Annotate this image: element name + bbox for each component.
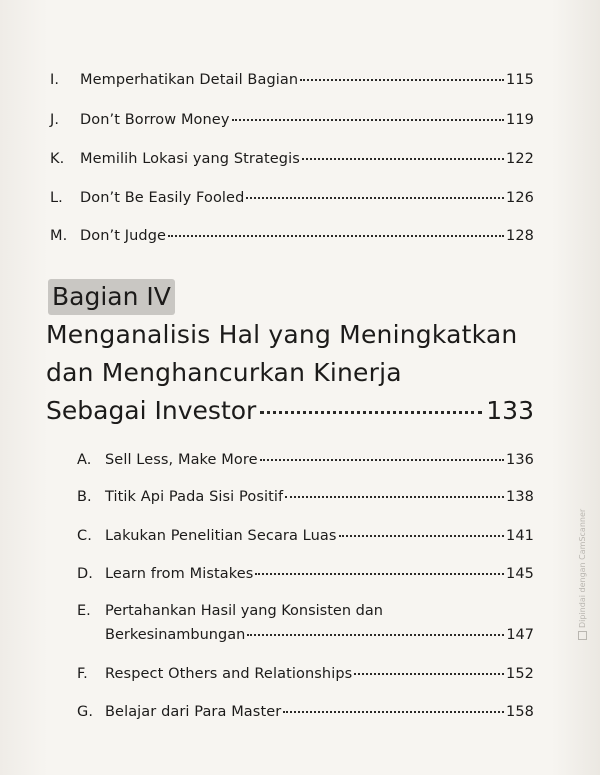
leader-dots (260, 411, 482, 414)
toc-entry-d (77, 566, 534, 582)
section-heading-line-2: dan Menghancurkan Kinerja (46, 358, 402, 387)
entry-letter: K. (50, 151, 65, 167)
entry-line-1 (77, 603, 534, 619)
entry-page: 138 (506, 489, 534, 505)
toc-entry-j (50, 112, 534, 128)
entry-letter: B. (77, 489, 92, 505)
entry-letter: J. (50, 112, 60, 128)
leader-dots (168, 235, 504, 237)
scanner-logo-icon (578, 631, 587, 640)
toc-entry-b (77, 489, 534, 505)
entry-title: Titik Api Pada Sisi Positif (105, 489, 284, 505)
entry-letter: L. (50, 190, 63, 206)
entry-title: Don’t Be Easily Fooled (80, 190, 245, 206)
leader-dots (255, 573, 504, 575)
leader-dots (302, 158, 504, 160)
leader-dots (247, 634, 504, 636)
toc-entry-k (50, 151, 534, 167)
entry-page: 128 (506, 228, 534, 244)
entry-title: Learn from Mistakes (105, 566, 254, 582)
section-label: Bagian IV (48, 279, 175, 315)
toc-entry-c (77, 528, 534, 544)
leader-dots (285, 496, 504, 498)
leader-dots (260, 459, 504, 461)
entry-page: 122 (506, 151, 534, 167)
entry-title: Memilih Lokasi yang Strategis (80, 151, 300, 167)
entry-title: Don’t Borrow Money (80, 112, 230, 128)
entry-page: 141 (506, 528, 534, 544)
leader-dots (246, 197, 504, 199)
toc-entry-a (77, 452, 534, 468)
section-page: 133 (486, 396, 534, 425)
entry-title: Sell Less, Make More (105, 452, 258, 468)
entry-letter: A. (77, 452, 92, 468)
toc-entry-e (77, 603, 534, 643)
entry-title-continued: Berkesinambungan (105, 627, 246, 643)
leader-dots (283, 711, 504, 713)
entry-letter: G. (77, 704, 94, 720)
entry-title: Lakukan Penelitian Secara Luas (105, 528, 337, 544)
entry-title: Don’t Judge (80, 228, 167, 244)
entry-letter: D. (77, 566, 93, 582)
entry-page: 126 (506, 190, 534, 206)
toc-entry-l (50, 190, 534, 206)
entry-letter: I. (50, 72, 60, 88)
watermark-text: Dipindai dengan CamScanner (578, 508, 587, 628)
leader-dots (232, 119, 505, 121)
entry-page: 136 (506, 452, 534, 468)
leader-dots (300, 79, 504, 81)
toc-entry-m (50, 228, 534, 244)
toc-entry-f (77, 666, 534, 682)
entry-page: 158 (506, 704, 534, 720)
section-heading-line-3: Sebagai Investor (46, 396, 257, 425)
entry-title: Respect Others and Relationships (105, 666, 353, 682)
entry-line-2 (77, 627, 534, 643)
entry-page: 119 (506, 112, 534, 128)
section-heading-line-1: Menganalisis Hal yang Meningkatkan (46, 320, 518, 349)
entry-letter: M. (50, 228, 68, 244)
section-heading-row (46, 396, 534, 425)
entry-page: 115 (506, 72, 534, 88)
toc-entry-g (77, 704, 534, 720)
entry-page: 147 (506, 627, 534, 643)
entry-page: 145 (506, 566, 534, 582)
scanner-watermark (578, 509, 587, 640)
entry-title: Memperhatikan Detail Bagian (80, 72, 299, 88)
leader-dots (354, 673, 504, 675)
entry-letter: F. (77, 666, 88, 682)
entry-title: Belajar dari Para Master (105, 704, 282, 720)
entry-page: 152 (506, 666, 534, 682)
entry-title: Pertahankan Hasil yang Konsisten dan (105, 603, 383, 619)
entry-letter: E. (77, 603, 91, 619)
leader-dots (339, 535, 504, 537)
entry-letter: C. (77, 528, 92, 544)
toc-entry-i (50, 72, 534, 88)
